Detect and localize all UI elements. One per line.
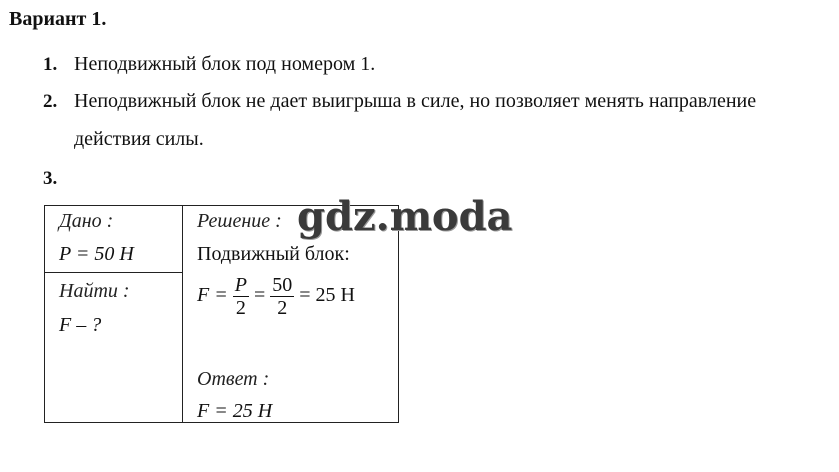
formula-result: = 25 Н	[299, 284, 355, 307]
solution-line: Подвижный блок:	[197, 243, 350, 265]
item-1-number: 1.	[43, 54, 58, 75]
fraction-2-denominator: 2	[277, 297, 288, 319]
formula-lhs: F =	[197, 284, 228, 307]
item-1-text: Неподвижный блок под номером 1.	[74, 53, 376, 75]
item-2-text-line1: Неподвижный блок не дает выигрыша в силе, но позволяет менять направление	[74, 90, 757, 112]
find-value: F – ?	[59, 314, 102, 336]
table-divider-vertical	[182, 206, 183, 422]
find-label: Найти :	[59, 280, 130, 302]
item-2-text-line2: действия силы.	[74, 128, 204, 150]
item-2-number: 2.	[43, 91, 58, 112]
watermark-logo: gdz.moda	[297, 193, 513, 240]
table-divider-horizontal	[45, 272, 182, 273]
item-3-number: 3.	[43, 168, 58, 189]
variant-title: Вариант 1.	[9, 8, 107, 30]
fraction-1-denominator: 2	[235, 297, 246, 319]
solution-formula	[197, 274, 355, 319]
given-label: Дано :	[59, 210, 114, 232]
fraction-2-numerator: 50	[272, 274, 293, 296]
formula-fraction-2	[270, 274, 294, 319]
answer-label: Ответ :	[197, 368, 270, 390]
answer-value: F = 25 Н	[197, 400, 273, 422]
solution-label: Решение :	[197, 210, 282, 232]
fraction-1-numerator: P	[234, 274, 247, 296]
given-value: P = 50 Н	[59, 243, 134, 265]
formula-fraction-1	[233, 274, 249, 319]
formula-equals: =	[253, 284, 266, 307]
